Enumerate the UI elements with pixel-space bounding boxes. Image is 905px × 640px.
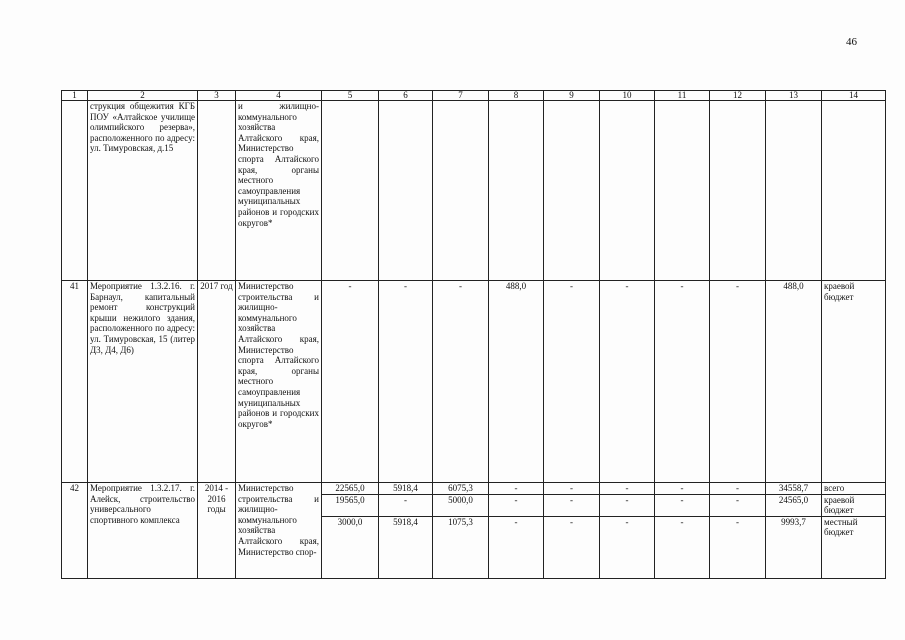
value-cell: - [544,516,600,578]
value-cell: - [600,494,655,516]
value-cell: 488,0 [489,281,544,483]
table-row-continuation [62,101,886,281]
funding-source: краевой бюджет [822,281,886,483]
value-cell [822,101,886,281]
value-cell: - [379,494,433,516]
period [198,101,236,281]
table-row-41 [62,281,886,483]
value-cell: - [655,494,710,516]
column-number: 14 [822,91,886,101]
value-cell [379,101,433,281]
value-cell: 5918,4 [379,516,433,578]
column-number: 10 [600,91,655,101]
value-cell: - [655,483,710,495]
value-cell [489,101,544,281]
value-cell: - [600,483,655,495]
column-number: 1 [62,91,88,101]
value-cell: - [655,281,710,483]
value-cell: 6075,3 [433,483,489,495]
value-cell: 3000,0 [322,516,379,578]
column-number: 12 [710,91,766,101]
column-number: 11 [655,91,710,101]
column-number: 13 [766,91,822,101]
value-cell: - [433,281,489,483]
page-number: 46 [846,36,857,48]
column-number: 8 [489,91,544,101]
value-cell: - [379,281,433,483]
column-number: 3 [198,91,236,101]
value-cell: 5918,4 [379,483,433,495]
funding-source: всего [822,483,886,495]
value-cell: - [710,281,766,483]
funding-source: краевой бюджет [822,494,886,516]
value-cell: - [489,483,544,495]
value-cell: - [489,516,544,578]
column-number: 4 [236,91,322,101]
responsible: и жилищно-коммунального хозяйства Алтайского края, Министерство спорта Алтайского края, органы местного самоуправления муниципальных районов и городских округов* [236,101,322,281]
value-cell: - [710,483,766,495]
measure-name: струкция общежития КГБ ПОУ «Алтайское училище олимпийского резерва», расположенного по адресу: ул. Тимуровская, д.15 [88,101,198,281]
value-cell [544,101,600,281]
column-number: 2 [88,91,198,101]
program-table [61,90,886,579]
value-cell: - [655,516,710,578]
value-cell: 9993,7 [766,516,822,578]
value-cell [710,101,766,281]
value-cell: 22565,0 [322,483,379,495]
column-number-row [62,91,886,101]
column-number: 5 [322,91,379,101]
value-cell: - [544,483,600,495]
value-cell [600,101,655,281]
value-cell: - [600,281,655,483]
measure-name: Мероприятие 1.3.2.16. г. Барнаул, капитальный ремонт конструкций крыши нежилого здания, расположенного по адресу: ул. Тимуровская, 15 (литер Д3, Д4, Д6) [88,281,198,483]
value-cell: 488,0 [766,281,822,483]
table-row-42-total [62,483,886,495]
responsible: Министерство строительства и жилищно-коммунального хозяйства Алтайского края, Министерство спорта Алтайского края, органы местного самоуправления муниципальных районов и городских округов* [236,281,322,483]
value-cell: 5000,0 [433,494,489,516]
value-cell: - [710,516,766,578]
column-number: 6 [379,91,433,101]
value-cell: - [544,281,600,483]
value-cell: - [544,494,600,516]
value-cell: 34558,7 [766,483,822,495]
value-cell [433,101,489,281]
value-cell: - [322,281,379,483]
period: 2014 - 2016 годы [198,483,236,579]
funding-source: местный бюджет [822,516,886,578]
value-cell [766,101,822,281]
value-cell: - [710,494,766,516]
row-index: 42 [62,483,88,579]
responsible: Министерство строительства и жилищно-коммунального хозяйства Алтайского края, Министерство спор- [236,483,322,579]
column-number: 7 [433,91,489,101]
value-cell: 19565,0 [322,494,379,516]
value-cell: - [600,516,655,578]
row-index [62,101,88,281]
value-cell [655,101,710,281]
measure-name: Мероприятие 1.3.2.17. г. Алейск, строительство универсального спортивного комплекса [88,483,198,579]
period: 2017 год [198,281,236,483]
value-cell: 24565,0 [766,494,822,516]
value-cell: 1075,3 [433,516,489,578]
row-index: 41 [62,281,88,483]
value-cell [322,101,379,281]
value-cell: - [489,494,544,516]
column-number: 9 [544,91,600,101]
